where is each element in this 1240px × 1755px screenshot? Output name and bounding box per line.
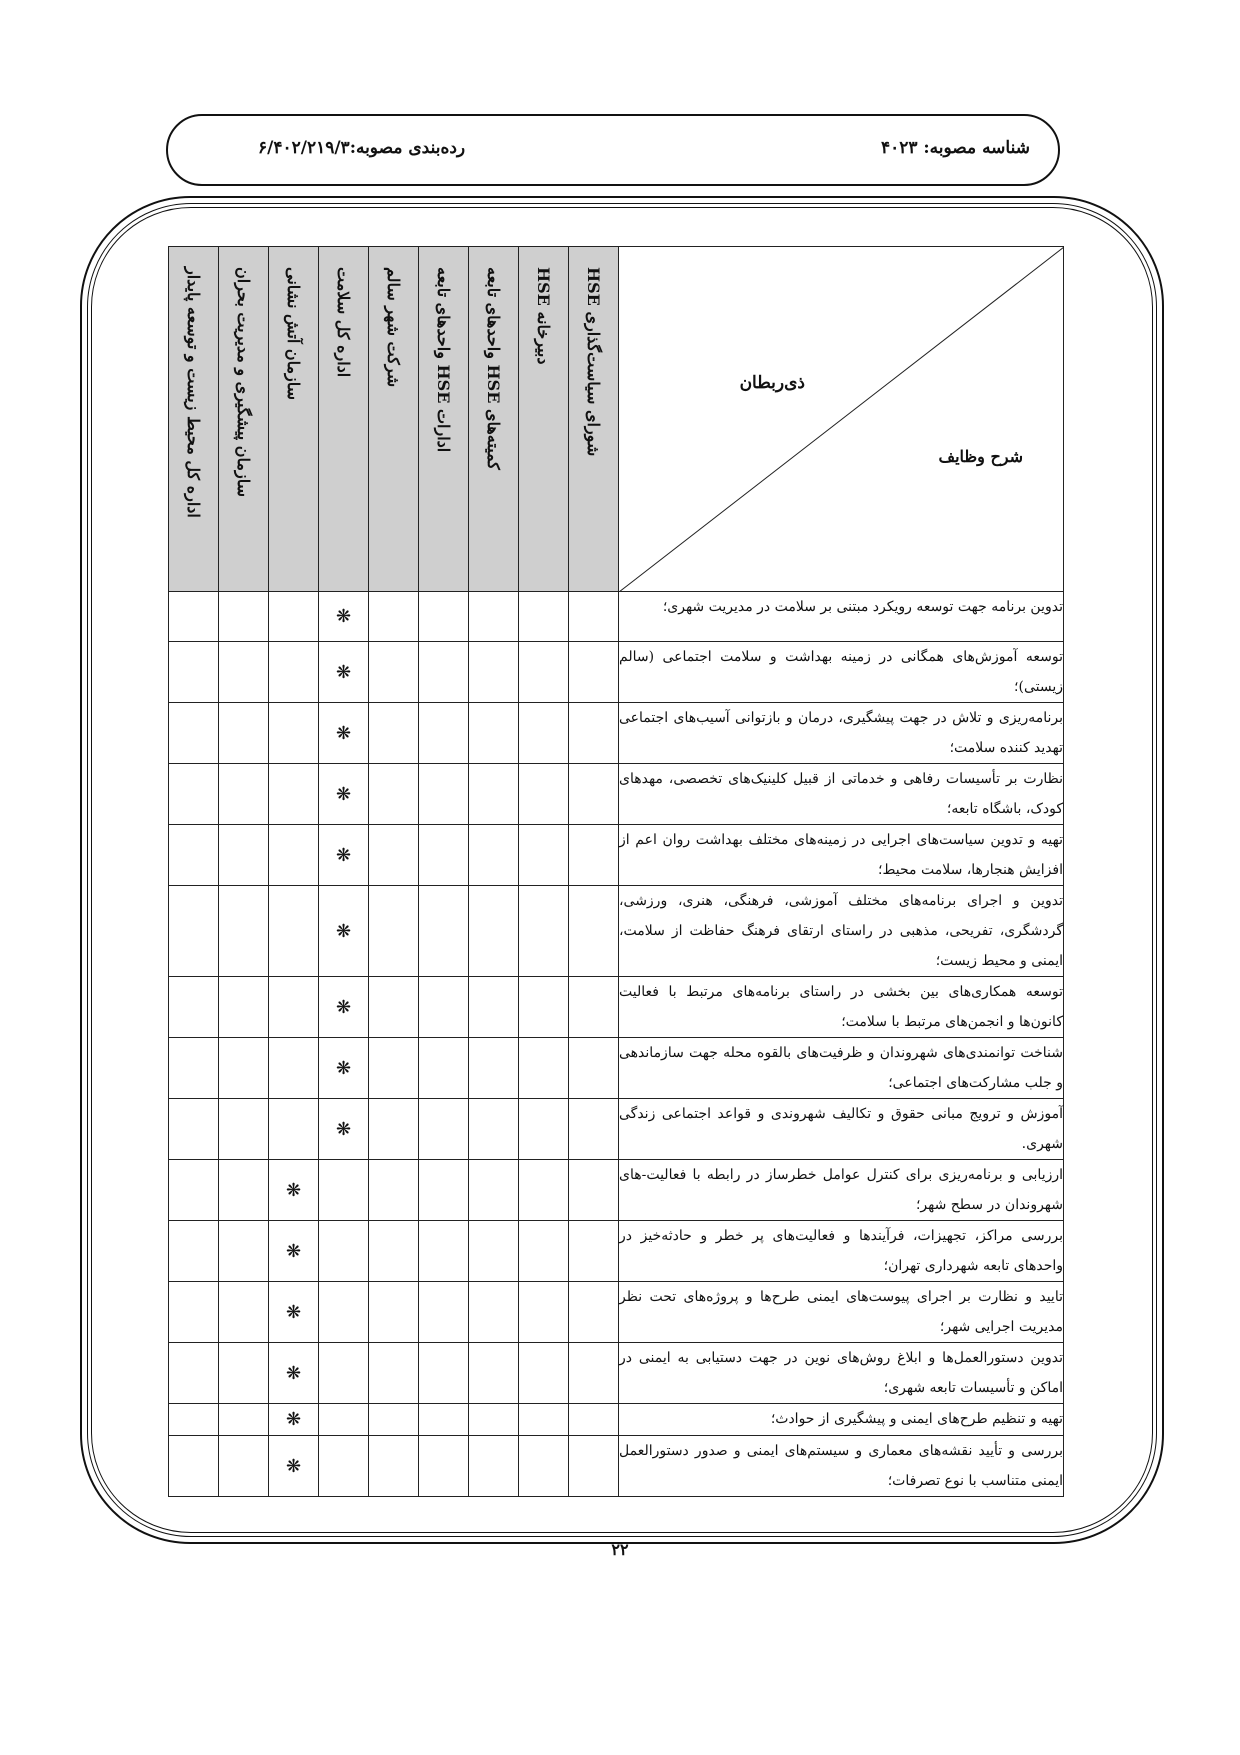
responsibility-cell [569, 764, 619, 825]
responsibility-mark-icon: ❋ [335, 920, 352, 942]
responsibility-mark-icon: ❋ [335, 783, 352, 805]
responsibility-cell [569, 1343, 619, 1404]
responsibility-cell [169, 1282, 219, 1343]
responsibility-cell [319, 764, 369, 825]
table-row [169, 1038, 1064, 1099]
responsibility-cell [569, 1436, 619, 1497]
responsibility-cell [369, 1221, 419, 1282]
responsibility-cell [519, 1282, 569, 1343]
column-header [269, 247, 319, 592]
responsibility-cell [519, 886, 569, 977]
responsibility-cell [169, 764, 219, 825]
responsibility-cell [419, 592, 469, 642]
responsibility-cell [169, 825, 219, 886]
responsibility-mark-icon: ❋ [335, 722, 352, 744]
responsibility-cell [519, 592, 569, 642]
responsibility-cell [569, 977, 619, 1038]
column-header-label: ادارات HSE واحدهای تابعه [434, 267, 453, 453]
column-header-label: شورای سیاست‌گذاری HSE [584, 267, 603, 457]
header-box [166, 114, 1060, 186]
table-row [169, 592, 1064, 642]
duty-description-cell: توسعه آموزش‌های همگانی در زمینه بهداشت و سلامت اجتماعی (سالم زیستی)؛ [619, 642, 1064, 703]
responsibility-cell [369, 1160, 419, 1221]
duties-table [168, 246, 1064, 1497]
responsibility-cell [219, 1436, 269, 1497]
responsibility-cell [419, 1282, 469, 1343]
responsibility-cell [319, 1404, 369, 1436]
responsibility-cell [319, 1282, 369, 1343]
responsibility-cell [319, 1343, 369, 1404]
responsibility-cell [269, 825, 319, 886]
responsibility-cell [569, 1099, 619, 1160]
duty-description-cell: توسعه همکاری‌های بین بخشی در راستای برنامه‌های مرتبط با فعالیت کانون‌ها و انجمن‌های مرتبط با سلامت؛ [619, 977, 1064, 1038]
responsibility-cell [419, 1436, 469, 1497]
responsibility-cell [369, 825, 419, 886]
responsibility-cell [469, 1436, 519, 1497]
responsibility-cell [169, 886, 219, 977]
responsibility-cell [519, 703, 569, 764]
responsibility-cell [219, 642, 269, 703]
responsibility-cell [219, 592, 269, 642]
duty-description-cell: شناخت توانمندی‌های شهروندان و ظرفیت‌های بالقوه محله جهت سازماندهی و جلب مشارکت‌های اجتماعی؛ [619, 1038, 1064, 1099]
duty-description-cell: تهیه و تنظیم طرح‌های ایمنی و پیشگیری از حوادث؛ [619, 1404, 1064, 1436]
responsibility-cell [169, 642, 219, 703]
responsibility-cell [369, 886, 419, 977]
responsibility-cell [169, 592, 219, 642]
responsibility-cell [219, 1038, 269, 1099]
responsibility-cell [369, 1282, 419, 1343]
table-row [169, 764, 1064, 825]
column-header-label: اداره کل محیط زیست و توسعه پایدار [184, 267, 203, 518]
responsibility-cell [169, 703, 219, 764]
responsibility-cell [469, 1160, 519, 1221]
responsibility-cell [369, 1099, 419, 1160]
table-row [169, 886, 1064, 977]
responsibility-cell [219, 1160, 269, 1221]
responsibility-mark-icon: ❋ [335, 996, 352, 1018]
responsibility-cell [419, 886, 469, 977]
responsibility-cell [219, 703, 269, 764]
approval-classification: رده‌بندی مصوبه:۶/۴۰۲/۲۱۹/۳ [258, 138, 466, 158]
responsibility-cell [469, 1404, 519, 1436]
responsibility-cell [469, 977, 519, 1038]
responsibility-cell [369, 592, 419, 642]
responsibility-mark-icon: ❋ [285, 1179, 302, 1201]
responsibility-cell [319, 1221, 369, 1282]
responsibility-cell [469, 1343, 519, 1404]
responsibility-cell [519, 1221, 569, 1282]
table-row [169, 977, 1064, 1038]
responsibility-cell [469, 642, 519, 703]
responsibility-cell [319, 642, 369, 703]
approval-id: شناسه مصوبه: ۴۰۲۳ [880, 138, 1030, 158]
responsibility-cell [569, 1160, 619, 1221]
responsibility-cell [519, 642, 569, 703]
responsibility-cell [469, 764, 519, 825]
duty-description-cell: آموزش و ترویج مبانی حقوق و تکالیف شهروندی و قواعد اجتماعی زندگی شهری. [619, 1099, 1064, 1160]
table-body [169, 592, 1064, 1497]
column-header-label: کمیته‌های HSE واحدهای تابعه [484, 267, 503, 470]
responsibility-cell [419, 977, 469, 1038]
responsibility-cell [219, 825, 269, 886]
responsibility-cell [419, 642, 469, 703]
responsibility-cell [169, 1099, 219, 1160]
responsibility-cell [419, 1160, 469, 1221]
responsibility-cell [419, 1038, 469, 1099]
table-row [169, 1221, 1064, 1282]
responsibility-cell [269, 1160, 319, 1221]
table-row [169, 1099, 1064, 1160]
duty-description-cell: ارزیابی و برنامه‌ریزی برای کنترل عوامل خطرساز در رابطه با فعالیت-های شهروندان در سطح شهر؛ [619, 1160, 1064, 1221]
responsibility-cell [169, 1436, 219, 1497]
responsibility-cell [169, 977, 219, 1038]
responsibility-mark-icon: ❋ [285, 1301, 302, 1323]
responsibility-cell [369, 764, 419, 825]
responsibility-cell [269, 764, 319, 825]
responsibility-cell [319, 886, 369, 977]
responsibility-cell [319, 1436, 369, 1497]
column-header [419, 247, 469, 592]
responsibility-cell [319, 825, 369, 886]
responsibility-cell [169, 1221, 219, 1282]
responsibility-mark-icon: ❋ [285, 1409, 302, 1430]
responsibility-cell [219, 1404, 269, 1436]
table-row [169, 1436, 1064, 1497]
responsibility-cell [269, 1282, 319, 1343]
responsibility-cell [269, 1404, 319, 1436]
responsibility-cell [269, 1436, 319, 1497]
responsibility-cell [269, 1038, 319, 1099]
responsibility-mark-icon: ❋ [335, 1118, 352, 1140]
responsibility-cell [569, 1221, 619, 1282]
table-row [169, 1160, 1064, 1221]
responsibility-mark-icon: ❋ [335, 1057, 352, 1079]
responsibility-cell [419, 1343, 469, 1404]
stakeholders-label: ذی‌ربطان [739, 373, 805, 393]
responsibility-cell [569, 1282, 619, 1343]
responsibility-cell [519, 1160, 569, 1221]
responsibility-mark-icon: ❋ [335, 844, 352, 866]
column-header-label: دبیرخانه HSE [534, 267, 553, 365]
responsibility-cell [569, 886, 619, 977]
column-header-label: اداره کل سلامت [334, 267, 353, 378]
responsibility-cell [419, 764, 469, 825]
responsibility-mark-icon: ❋ [285, 1455, 302, 1477]
responsibility-cell [569, 642, 619, 703]
responsibility-cell [219, 764, 269, 825]
responsibility-cell [569, 592, 619, 642]
responsibility-cell [469, 703, 519, 764]
responsibility-cell [319, 703, 369, 764]
responsibility-cell [169, 1160, 219, 1221]
column-header [219, 247, 269, 592]
responsibility-cell [569, 703, 619, 764]
column-header [369, 247, 419, 592]
responsibility-cell [419, 1404, 469, 1436]
responsibility-cell [419, 825, 469, 886]
responsibility-cell [319, 1038, 369, 1099]
responsibility-cell [569, 1038, 619, 1099]
column-header-label: سازمان آتش نشانی [284, 267, 303, 401]
column-header-label: شرکت شهر سالم [384, 267, 403, 388]
responsibility-cell [169, 1343, 219, 1404]
page-number: ۲۲ [611, 1540, 629, 1559]
responsibility-cell [269, 977, 319, 1038]
responsibility-cell [219, 977, 269, 1038]
responsibility-cell [269, 1099, 319, 1160]
responsibility-cell [469, 592, 519, 642]
responsibility-cell [469, 825, 519, 886]
responsibility-cell [369, 1436, 419, 1497]
responsibility-cell [269, 886, 319, 977]
table-row [169, 1282, 1064, 1343]
column-header [519, 247, 569, 592]
responsibility-cell [569, 825, 619, 886]
column-header [469, 247, 519, 592]
corner-cell [619, 247, 1064, 592]
responsibility-cell [469, 886, 519, 977]
responsibility-cell [519, 825, 569, 886]
duty-description-cell: تدوین دستورالعمل‌ها و ابلاغ روش‌های نوین در جهت دستیابی به ایمنی در اماکن و تأسیسات تابعه شهری؛ [619, 1343, 1064, 1404]
responsibility-cell [469, 1221, 519, 1282]
responsibility-cell [169, 1404, 219, 1436]
responsibility-cell [369, 642, 419, 703]
table-row [169, 1404, 1064, 1436]
responsibility-mark-icon: ❋ [335, 606, 352, 627]
responsibility-cell [319, 1099, 369, 1160]
duty-description-cell: بررسی مراکز، تجهیزات، فرآیندها و فعالیت‌های پر خطر و حادثه‌خیز در واحدهای تابعه شهرداری تهران؛ [619, 1221, 1064, 1282]
duty-description-cell: نظارت بر تأسیسات رفاهی و خدماتی از قبیل کلینیک‌های تخصصی، مهدهای کودک، باشگاه تابعه؛ [619, 764, 1064, 825]
responsibility-cell [219, 1343, 269, 1404]
responsibility-cell [519, 1038, 569, 1099]
table-row [169, 1343, 1064, 1404]
table-row [169, 703, 1064, 764]
duty-description-cell: بررسی و تأیید نقشه‌های معماری و سیستم‌های ایمنی و صدور دستورالعمل ایمنی متناسب با نوع تصرفات؛ [619, 1436, 1064, 1497]
responsibility-cell [369, 1038, 419, 1099]
responsibility-cell [269, 703, 319, 764]
duty-description-cell: تدوین برنامه جهت توسعه رویکرد مبتنی بر سلامت در مدیریت شهری؛ [619, 592, 1064, 642]
duty-description-cell: برنامه‌ریزی و تلاش در جهت پیشگیری، درمان و بازتوانی آسیب‌های اجتماعی تهدید کننده سلامت؛ [619, 703, 1064, 764]
responsibility-mark-icon: ❋ [285, 1240, 302, 1262]
column-header-label: سازمان پیشگیری و مدیریت بحران [234, 267, 253, 497]
corner-diagonal-line [619, 247, 1064, 592]
responsibility-cell [269, 1221, 319, 1282]
responsibility-cell [469, 1038, 519, 1099]
responsibility-mark-icon: ❋ [285, 1362, 302, 1384]
table-header-row [169, 247, 1064, 592]
responsibility-cell [219, 1221, 269, 1282]
responsibility-cell [319, 1160, 369, 1221]
duties-description-label: شرح وظایف [938, 447, 1023, 466]
responsibility-cell [269, 1343, 319, 1404]
responsibility-cell [219, 1099, 269, 1160]
responsibility-cell [419, 1099, 469, 1160]
responsibility-cell [219, 1282, 269, 1343]
responsibility-cell [319, 977, 369, 1038]
responsibility-cell [519, 1099, 569, 1160]
responsibility-cell [519, 1436, 569, 1497]
responsibility-cell [519, 1404, 569, 1436]
responsibility-cell [319, 592, 369, 642]
responsibility-cell [469, 1099, 519, 1160]
duty-description-cell: تهیه و تدوین سیاست‌های اجرایی در زمینه‌های مختلف بهداشت روان اعم از افزایش هنجارها، سلامت محیط؛ [619, 825, 1064, 886]
responsibility-cell [519, 764, 569, 825]
responsibility-cell [219, 886, 269, 977]
responsibility-cell [419, 703, 469, 764]
duty-description-cell: تدوین و اجرای برنامه‌های مختلف آموزشی، فرهنگی، هنری، ورزشی، گردشگری، تفریحی، مذهبی در راستای ارتقای فرهنگ حفاظت از سلامت، ایمنی و محیط زیست؛ [619, 886, 1064, 977]
responsibility-cell [419, 1221, 469, 1282]
responsibility-cell [519, 977, 569, 1038]
responsibility-cell [469, 1282, 519, 1343]
duty-description-cell: تایید و نظارت بر اجرای پیوست‌های ایمنی طرح‌ها و پروژه‌های تحت نظر مدیریت اجرایی شهر؛ [619, 1282, 1064, 1343]
column-header [569, 247, 619, 592]
responsibility-cell [269, 592, 319, 642]
column-header [319, 247, 369, 592]
responsibility-cell [369, 977, 419, 1038]
column-header [169, 247, 219, 592]
responsibility-mark-icon: ❋ [335, 661, 352, 683]
responsibility-cell [369, 703, 419, 764]
responsibility-cell [519, 1343, 569, 1404]
responsibility-cell [369, 1343, 419, 1404]
responsibility-cell [169, 1038, 219, 1099]
table-row [169, 825, 1064, 886]
responsibility-cell [269, 642, 319, 703]
table-row [169, 642, 1064, 703]
responsibility-cell [569, 1404, 619, 1436]
responsibility-cell [369, 1404, 419, 1436]
